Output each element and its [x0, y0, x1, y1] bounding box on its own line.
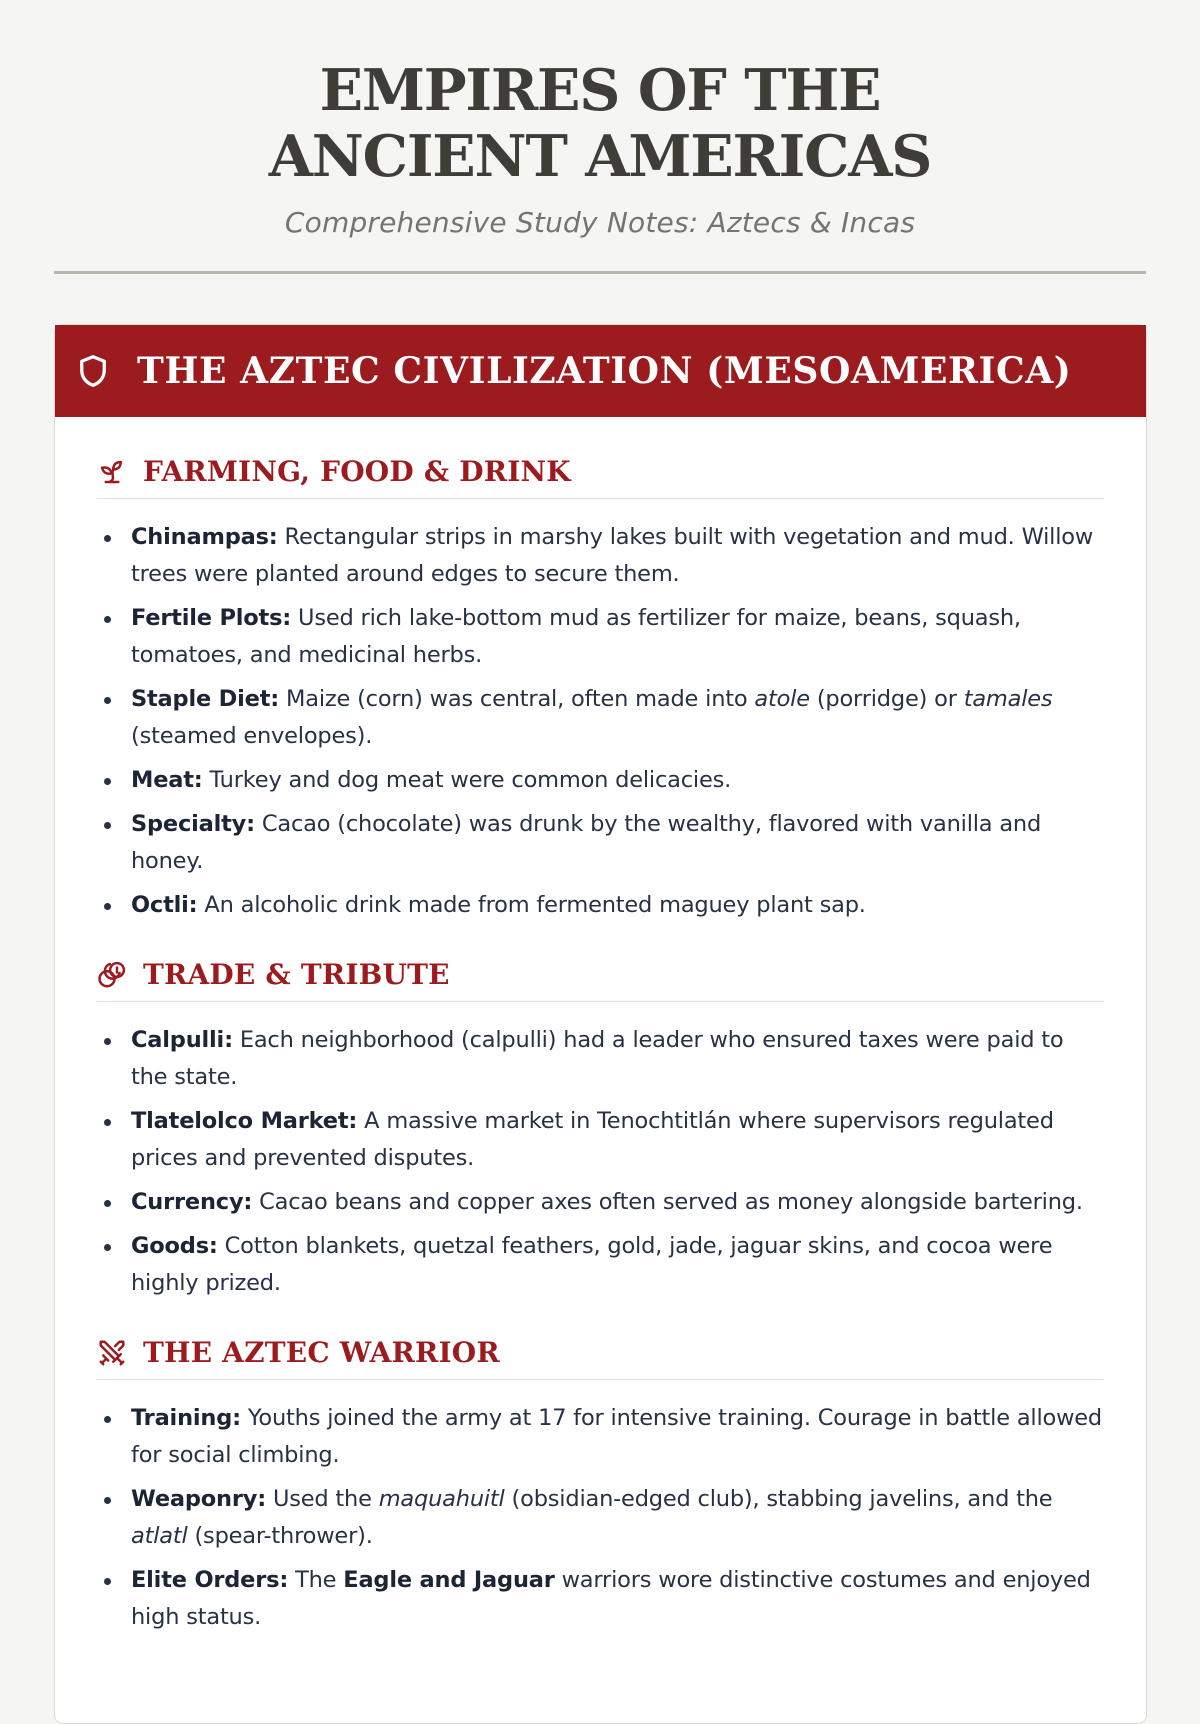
list-item: Currency: Cacao beans and copper axes often served as money alongside bartering. — [97, 1184, 1104, 1221]
header-divider — [54, 271, 1146, 274]
list-item: Calpulli: Each neighborhood (calpulli) had a leader who ensured taxes were paid to the state. — [97, 1022, 1104, 1096]
document-header — [0, 0, 1200, 239]
page-title: EMPIRES OF THE ANCIENT AMERICAS — [268, 57, 932, 190]
section-title: THE AZTEC WARRIOR — [143, 1336, 500, 1369]
shield-icon — [75, 352, 113, 390]
farming-section — [97, 455, 1104, 924]
list-item: Specialty: Cacao (chocolate) was drunk by the wealthy, flavored with vanilla and honey. — [97, 806, 1104, 880]
crossed-swords-icon — [97, 1337, 129, 1369]
list-item: Training: Youths joined the army at 17 for intensive training. Courage in battle allowed for social climbing. — [97, 1400, 1104, 1474]
list-item: Goods: Cotton blankets, quetzal feathers, gold, jade, jaguar skins, and cocoa were highly prized. — [97, 1228, 1104, 1302]
warrior-section — [97, 1336, 1104, 1636]
farming-list — [97, 519, 1104, 924]
list-item: Meat: Turkey and dog meat were common delicacies. — [97, 762, 1104, 799]
card-title: THE AZTEC CIVILIZATION (MESOAMERICA) — [137, 350, 1072, 392]
list-item: Fertile Plots: Used rich lake-bottom mud as fertilizer for maize, beans, squash, tomatoes, and medicinal herbs. — [97, 600, 1104, 674]
sprout-icon — [97, 456, 129, 488]
section-title: TRADE & TRIBUTE — [143, 958, 450, 991]
card-header — [55, 325, 1146, 417]
list-item: Tlatelolco Market: A massive market in Tenochtitlán where supervisors regulated prices and prevented disputes. — [97, 1103, 1104, 1177]
list-item: Elite Orders: The Eagle and Jaguar warriors wore distinctive costumes and enjoyed high status. — [97, 1562, 1104, 1636]
section-title: FARMING, FOOD & DRINK — [143, 455, 571, 488]
trade-section — [97, 958, 1104, 1302]
coins-icon — [97, 959, 129, 991]
aztec-civilization-card — [54, 324, 1147, 1724]
section-header — [97, 958, 1104, 1002]
list-item: Octli: An alcoholic drink made from fermented maguey plant sap. — [97, 887, 1104, 924]
list-item: Chinampas: Rectangular strips in marshy lakes built with vegetation and mud. Willow trees were planted around edges to secure them. — [97, 519, 1104, 593]
section-header — [97, 455, 1104, 499]
warrior-list — [97, 1400, 1104, 1636]
card-body — [55, 417, 1146, 1636]
list-item: Weaponry: Used the maquahuitl (obsidian-edged club), stabbing javelins, and the atlatl (spear-thrower). — [97, 1481, 1104, 1555]
list-item: Staple Diet: Maize (corn) was central, often made into atole (porridge) or tamales (steamed envelopes). — [97, 681, 1104, 755]
section-header — [97, 1336, 1104, 1380]
trade-list — [97, 1022, 1104, 1302]
page-subtitle: Comprehensive Study Notes: Aztecs & Incas — [284, 206, 916, 239]
